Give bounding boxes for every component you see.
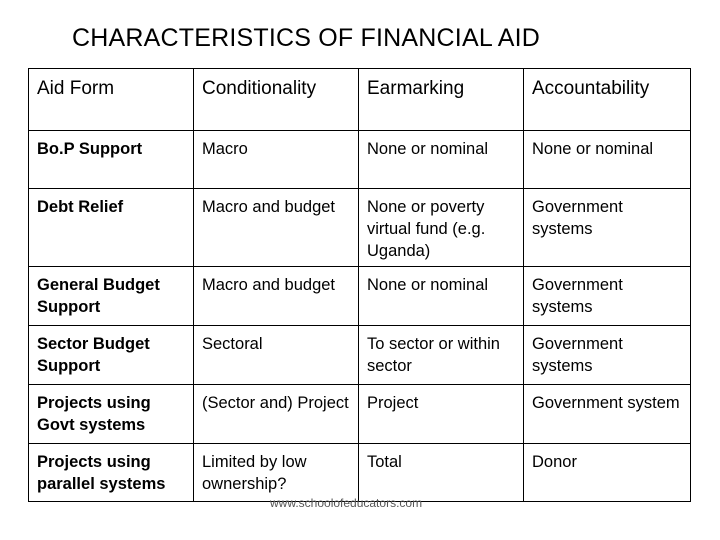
conditionality-cell: Limited by low ownership? [194, 444, 359, 502]
table-row [29, 131, 691, 189]
accountability-cell: Government systems [524, 267, 691, 326]
earmarking-cell: None or nominal [359, 267, 524, 326]
aid-form-cell: Sector Budget Support [29, 326, 194, 385]
earmarking-cell: None or poverty virtual fund (e.g. Uganda) [359, 189, 524, 267]
conditionality-cell: Sectoral [194, 326, 359, 385]
page-title: CHARACTERISTICS OF FINANCIAL AID [72, 24, 541, 52]
aid-characteristics-table [28, 68, 691, 502]
conditionality-cell: Macro [194, 131, 359, 189]
header-aid-form: Aid Form [29, 69, 194, 131]
header-earmarking: Earmarking [359, 69, 524, 131]
table-row [29, 267, 691, 326]
earmarking-cell: Total [359, 444, 524, 502]
earmarking-cell: Project [359, 385, 524, 444]
earmarking-cell: None or nominal [359, 131, 524, 189]
aid-form-cell: Projects using Govt systems [29, 385, 194, 444]
conditionality-cell: Macro and budget [194, 189, 359, 267]
conditionality-cell: (Sector and) Project [194, 385, 359, 444]
aid-form-cell: Projects using parallel systems [29, 444, 194, 502]
accountability-cell: Government systems [524, 189, 691, 267]
header-accountability: Accountability [524, 69, 691, 131]
header-conditionality: Conditionality [194, 69, 359, 131]
watermark: www.schoolofeducators.com [270, 496, 423, 510]
aid-form-cell: Bo.P Support [29, 131, 194, 189]
conditionality-cell: Macro and budget [194, 267, 359, 326]
accountability-cell: Government systems [524, 326, 691, 385]
accountability-cell: None or nominal [524, 131, 691, 189]
aid-form-cell: Debt Relief [29, 189, 194, 267]
table-row [29, 189, 691, 267]
aid-form-cell: General Budget Support [29, 267, 194, 326]
table-row [29, 444, 691, 502]
table-row [29, 326, 691, 385]
accountability-cell: Donor [524, 444, 691, 502]
table-header-row [29, 69, 691, 131]
table-row [29, 385, 691, 444]
accountability-cell: Government system [524, 385, 691, 444]
earmarking-cell: To sector or within sector [359, 326, 524, 385]
